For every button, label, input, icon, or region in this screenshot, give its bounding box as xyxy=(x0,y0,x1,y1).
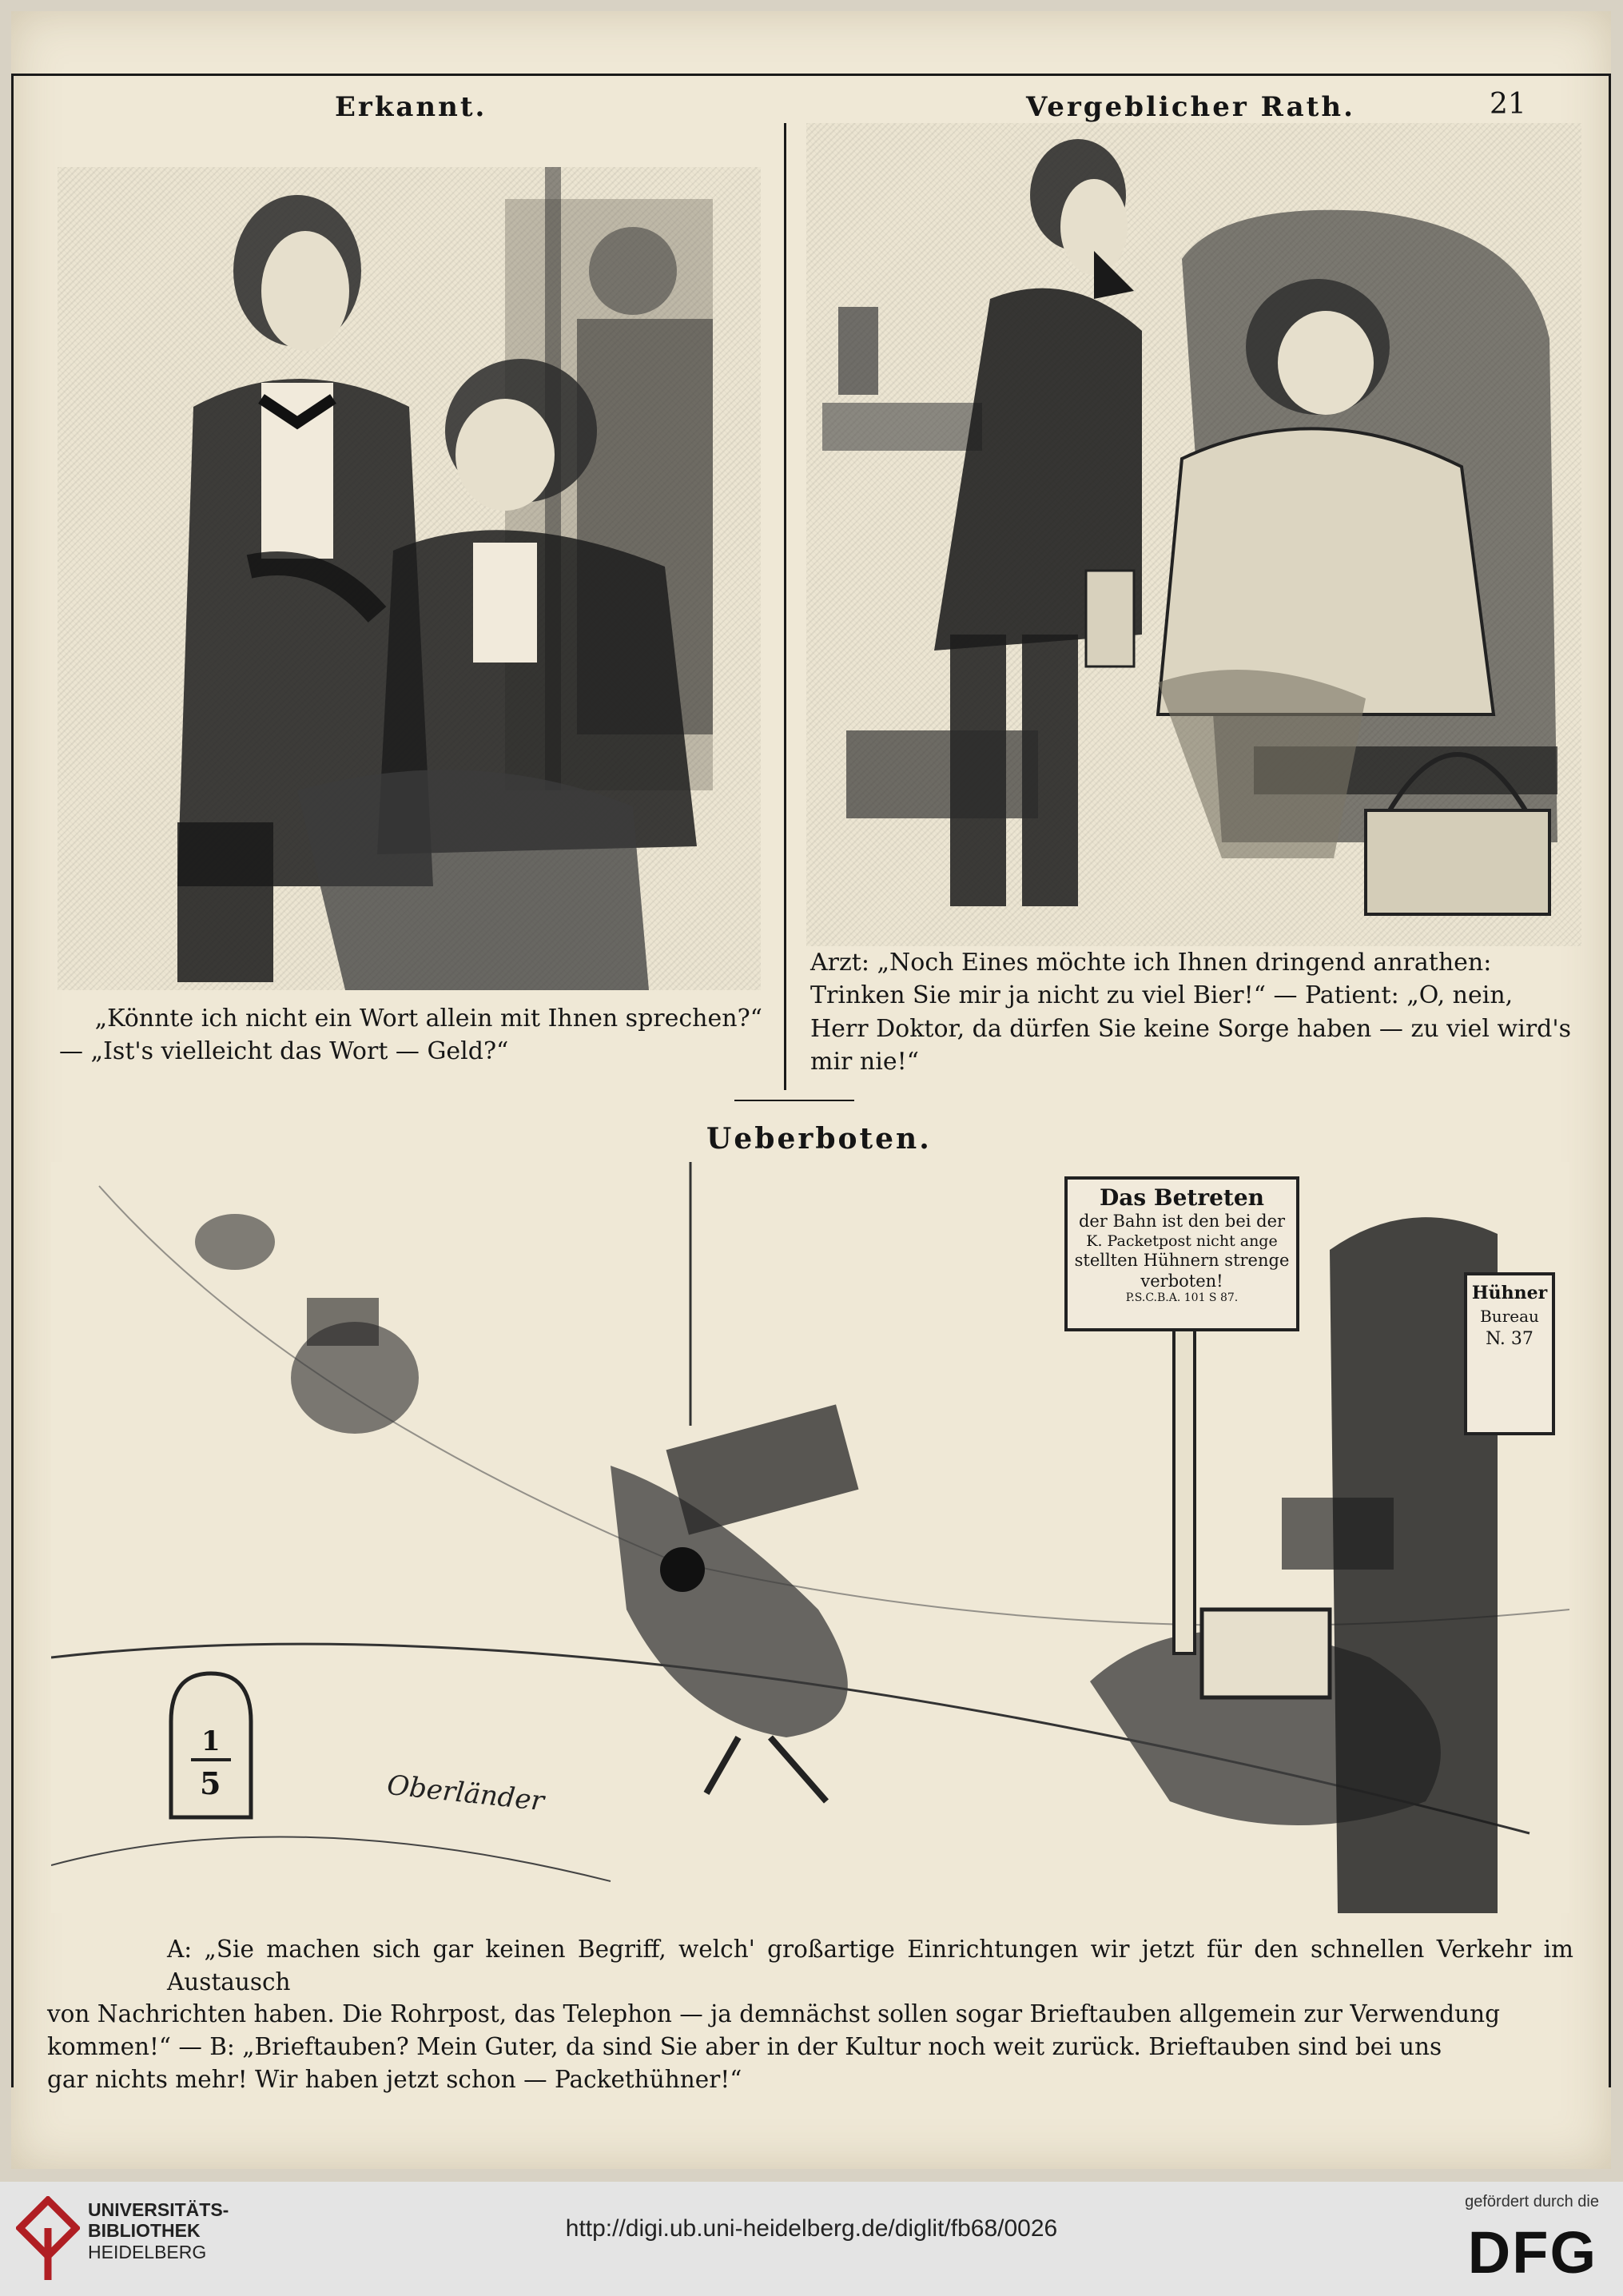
milestone-top-number: 1 xyxy=(201,1725,221,1757)
caption-vergeblicher-rath xyxy=(810,946,1577,1079)
sign-line2: der Bahn ist den bei der xyxy=(1078,1212,1286,1232)
caption-erkannt xyxy=(59,1002,762,1068)
library-name-line1: UNIVERSITÄTS- xyxy=(88,2199,229,2220)
title-erkannt: Erkannt. xyxy=(335,91,487,123)
caption-rath-line2: Trinken Sie mir ja nicht zu viel Bier!“ — Patient: „O, nein, xyxy=(810,981,1514,1010)
frame-divider-short xyxy=(734,1100,854,1101)
ueberboten-drawing xyxy=(51,1162,1569,1913)
funded-by-label: gefördert durch die xyxy=(1465,2193,1599,2210)
illustration-ueberboten xyxy=(51,1162,1569,1913)
caption-rath-line3: Herr Doktor, da dürfen Sie keine Sorge haben — zu viel wird's xyxy=(810,1014,1572,1043)
library-name-line2: BIBLIOTHEK xyxy=(88,2220,201,2242)
dfg-logo: DFG xyxy=(1467,2219,1597,2286)
bureau-line2: Bureau xyxy=(1480,1306,1539,1326)
scanned-page xyxy=(11,11,1611,2169)
caption-ueberboten-line3: kommen!“ — B: „Brieftauben? Mein Guter, da sind Sie aber in der Kultur noch weit zurück. Brieftauben sind bei uns xyxy=(47,2033,1442,2061)
title-ueberboten: Ueberboten. xyxy=(706,1122,932,1156)
illustration-vergeblicher-rath xyxy=(806,123,1581,946)
sign-line4: stellten Hühnern strenge xyxy=(1074,1250,1290,1270)
milestone-bottom-number: 5 xyxy=(200,1765,221,1801)
vergeblicher-rath-drawing xyxy=(806,123,1581,946)
illustration-erkannt xyxy=(58,167,761,990)
caption-erkannt-line1: „Könnte ich nicht ein Wort allein mit Ihnen sprechen?“ xyxy=(94,1005,762,1033)
frame-right xyxy=(1609,74,1611,2087)
railway-sign xyxy=(1070,1184,1294,1305)
bureau-sign xyxy=(1470,1282,1549,1351)
source-url-link[interactable]: http://digi.ub.uni-heidelberg.de/diglit/fb68/0026 xyxy=(565,2215,1058,2242)
sign-line1: Das Betreten xyxy=(1099,1184,1265,1211)
frame-divider-vertical xyxy=(784,123,786,1090)
frame-left xyxy=(11,74,14,2087)
title-vergeblicher-rath: Vergeblicher Rath. xyxy=(1026,91,1355,123)
footer-bar xyxy=(0,2182,1623,2296)
bureau-line3: N. 37 xyxy=(1486,1328,1533,1349)
caption-ueberboten-line4: gar nichts mehr! Wir haben jetzt schon — Packethühner!“ xyxy=(47,2065,742,2093)
frame-top xyxy=(11,74,1611,76)
erkannt-drawing xyxy=(58,167,761,990)
sign-line6: P.S.C.B.A. 101 S 87. xyxy=(1125,1291,1239,1305)
artist-signature: Oberländer xyxy=(385,1769,546,1818)
page-number: 21 xyxy=(1490,88,1526,121)
bureau-line1: Hühner xyxy=(1471,1283,1548,1303)
caption-ueberboten-line1: A: „Sie machen sich gar keinen Begriff, welch' großartige Einrichtungen wir jetzt für den schnellen Verkehr im Austausch xyxy=(167,1936,1573,1996)
sign-line5: verboten! xyxy=(1140,1271,1223,1291)
caption-rath-line1: Arzt: „Noch Eines möchte ich Ihnen dringend anrathen: xyxy=(810,949,1492,977)
library-name-line3: HEIDELBERG xyxy=(88,2241,207,2262)
caption-rath-line4: mir nie!“ xyxy=(810,1048,919,1076)
caption-ueberboten xyxy=(47,1933,1573,2096)
caption-erkannt-line2: — „Ist's vielleicht das Wort — Geld?“ xyxy=(59,1037,509,1066)
caption-ueberboten-line2: von Nachrichten haben. Die Rohrpost, das Telephon — ja demnächst sollen sogar Brieftauben allgemein zur Verwendung xyxy=(47,2000,1500,2028)
sign-line3: K. Packetpost nicht ange xyxy=(1086,1232,1278,1250)
